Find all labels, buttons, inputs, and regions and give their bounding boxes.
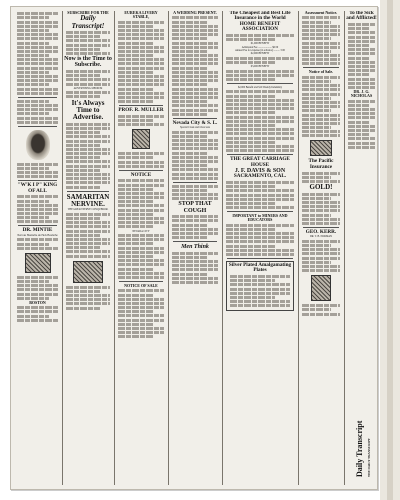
ad-headline: Notice of Sale. — [308, 69, 334, 75]
illustration — [73, 261, 103, 283]
ad-box — [226, 261, 294, 311]
ad-headline: GEO. KERR. — [305, 228, 337, 235]
caption: DR. T. B. NORMAN — [309, 235, 333, 239]
caption: NEVADA CITY — [132, 229, 150, 233]
book-spine — [380, 0, 400, 500]
column-1 — [15, 11, 60, 485]
ad-headline: IMPORTANT to MINERS AND EDUCATORS — [232, 213, 288, 223]
ad-headline: The Pacific Insurance — [308, 158, 334, 170]
ad-headline: Silver Plated Amalgamating Plates — [228, 261, 292, 274]
column-5 — [224, 11, 296, 485]
insurance-row: Admission Fee ..................... $6 00 — [241, 45, 279, 49]
masthead-subtitle: THE DAILY TRANSCRIPT — [367, 438, 371, 477]
ad-headline: SAMARITAN NERVINE. — [66, 192, 110, 208]
illustration — [310, 140, 332, 156]
caption: Nervous Headache and Sick Headache — [17, 233, 58, 237]
caption: ADVERTISING MEDIUM — [73, 86, 103, 90]
ad-headline: GOLD! — [309, 183, 333, 192]
caption: THE GREAT NERVE CONQUEROR. — [67, 208, 109, 212]
insurance-row: $3,000 BENEFIT — [250, 65, 270, 69]
ad-headline: HOME BENEFIT ASSOCIATION — [239, 20, 281, 33]
ad-headline: BOSTON — [29, 299, 46, 305]
ad-headline: STOP THAT COUGH — [178, 201, 212, 214]
column-2 — [64, 11, 112, 485]
ad-headline: DR. MINTIE — [22, 227, 53, 234]
ad-headline: The Cheapest and Best Life Insurance in the World — [229, 11, 291, 22]
illustration — [132, 129, 150, 149]
ad-headline: "W'K I P" KING OF ALL — [17, 182, 58, 194]
ad-headline: Now is the Time to Subscribe. — [64, 56, 112, 69]
ad-headline: PROF. R. MULLER — [118, 107, 164, 114]
ad-headline: NOTICE — [130, 171, 152, 178]
insurance-row: $2,000 Benefit and $10 Weekly Indemnity — [237, 85, 283, 89]
ad-headline: Nevada City & S. L. — [172, 119, 218, 126]
ad-headline: SACRAMENTO, CAL. — [233, 173, 287, 180]
illustration — [25, 253, 51, 273]
ad-headline: EUREKA LIVERY STABLE, — [124, 11, 158, 20]
illustration — [311, 275, 331, 301]
ad-headline: It's Always Time to Advertise. — [71, 98, 105, 122]
column-3 — [116, 11, 166, 485]
ad-headline: A WEDDING PRESENT. — [173, 11, 217, 15]
ad-headline: THE GREAT CARRIAGE HOUSE — [230, 156, 290, 168]
ad-headline: To the Sick and Afflicted! — [346, 11, 377, 22]
ad-headline: DR. J. G. NICHOLAS — [350, 89, 373, 99]
column-6 — [300, 11, 342, 485]
ad-headline: Men Think — [181, 244, 209, 251]
ad-headline: SUBSCRIBE FOR THE — [67, 11, 109, 15]
ad-headline: J. F. DAVIS & SON — [234, 168, 286, 174]
newspaper-page — [10, 6, 378, 490]
insurance-row: $1,000 BENEFIT — [250, 42, 270, 46]
column-4 — [170, 11, 220, 485]
insurance-row: $2,000 BENEFIT — [250, 52, 270, 56]
vertical-masthead — [355, 367, 364, 477]
masthead-title: Daily Transcript — [355, 420, 364, 477]
ad-headline: Daily Transcript! — [71, 14, 105, 30]
caption: Special Cloak and Overcoats — [179, 126, 211, 130]
insurance-row: Annual Fee for expense (in advance) ......... 3 00 — [235, 48, 285, 52]
ad-headline: Assessment Notice. — [304, 11, 338, 15]
engraved-portrait — [26, 130, 50, 160]
vertical-subtitle — [367, 367, 371, 477]
ad-headline: NOTICE OF SALE — [124, 282, 158, 288]
